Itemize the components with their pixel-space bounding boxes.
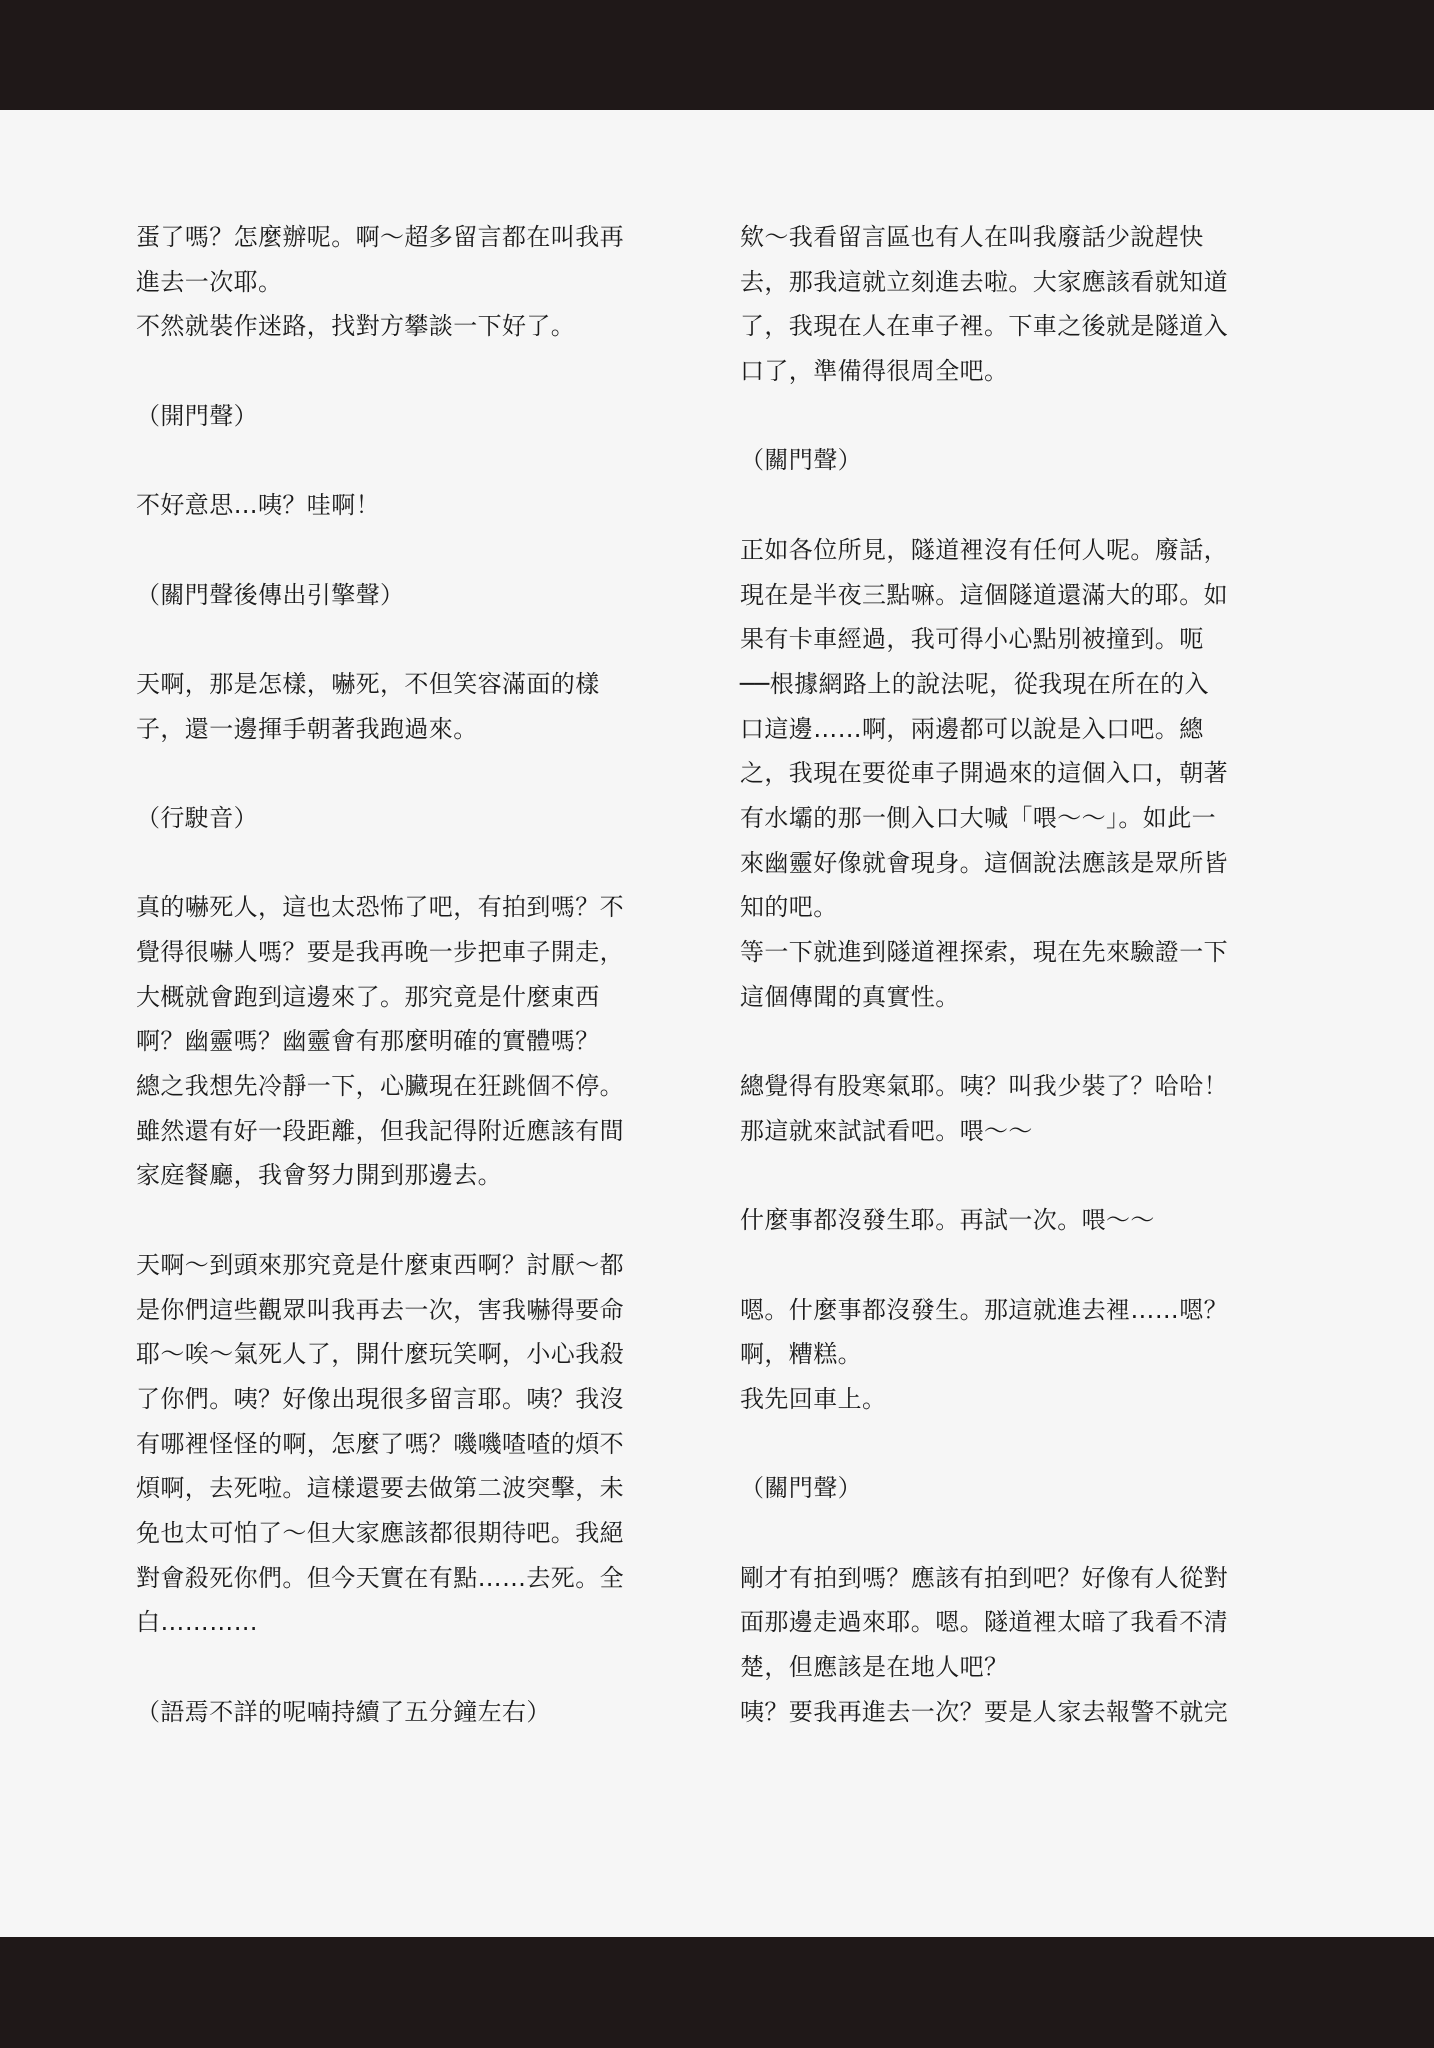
text-line: 啊，糟糕。	[740, 1340, 862, 1369]
text-line: 啊？幽靈嗎？幽靈會有那麼明確的實體嗎？	[136, 1027, 600, 1056]
text-line: 子，還一邊揮手朝著我跑過來。	[136, 714, 478, 743]
paragraph-gap	[740, 1153, 1260, 1198]
paragraph-gap	[136, 1198, 656, 1243]
paragraph-gap	[740, 483, 1260, 528]
text-line: 楚，但應該是在地人吧？	[740, 1653, 1009, 1681]
left-text-column	[136, 215, 656, 1734]
text-line: 了你們。咦？好像出現很多留言耶。咦？我沒	[136, 1384, 624, 1413]
text-line: 家庭餐廳，我會努力開到那邊去。	[136, 1161, 502, 1190]
text-line: 口了，準備得很周全吧。	[740, 357, 1009, 386]
text-line: 嗯。什麼事都沒發生。那這就進去裡……嗯？	[740, 1295, 1228, 1324]
text-line: 知的吧。	[740, 893, 838, 922]
text-line: 果有卡車經過，我可得小心點別被撞到。呃	[740, 625, 1204, 654]
text-line: （關門聲）	[740, 1474, 862, 1503]
text-line: 這個傳聞的真實性。	[740, 982, 960, 1011]
text-line: 進去一次耶。	[136, 267, 283, 296]
text-line: 剛才有拍到嗎？應該有拍到吧？好像有人從對	[740, 1563, 1228, 1592]
paragraph-gap	[136, 617, 656, 662]
text-line: （關門聲後傳出引擎聲）	[136, 580, 405, 609]
text-line: 真的嚇死人，這也太恐怖了吧，有拍到嗎？不	[136, 893, 624, 922]
text-line: （語焉不詳的呢喃持續了五分鐘左右）	[136, 1697, 551, 1726]
text-line: 咦？要我再進去一次？要是人家去報警不就完	[740, 1697, 1228, 1726]
text-line: 耶～唉～氣死人了，開什麼玩笑啊，小心我殺	[136, 1340, 624, 1369]
text-line: 之，我現在要從車子開過來的這個入口，朝著	[740, 759, 1228, 788]
right-text-column	[740, 215, 1260, 1734]
text-line: 不然就裝作迷路，找對方攀談一下好了。	[136, 312, 576, 341]
text-line: 我先回車上。	[740, 1384, 887, 1413]
text-line: 了，我現在人在車子裡。下車之後就是隧道入	[740, 312, 1228, 341]
text-line: 對會殺死你們。但今天實在有點……去死。全	[136, 1563, 624, 1592]
text-line: 免也太可怕了～但大家應該都很期待吧。我絕	[136, 1518, 624, 1547]
text-line: 天啊，那是怎樣，嚇死，不但笑容滿面的樣	[136, 669, 600, 698]
text-line: 總覺得有股寒氣耶。咦？叫我少裝了？哈哈！	[740, 1072, 1228, 1101]
text-line: 雖然還有好一段距離，但我記得附近應該有間	[136, 1116, 624, 1145]
text-line: 正如各位所見，隧道裡沒有任何人呢。廢話，	[740, 535, 1228, 564]
text-line: 煩啊，去死啦。這樣還要去做第二波突擊，未	[136, 1474, 624, 1503]
paragraph-gap	[740, 1019, 1260, 1064]
paragraph-gap	[740, 1511, 1260, 1556]
paragraph-gap	[136, 1645, 656, 1690]
text-line: 等一下就進到隧道裡探索，現在先來驗證一下	[740, 938, 1228, 966]
paragraph-gap	[136, 528, 656, 573]
bottom-bar	[0, 1937, 1434, 2048]
paragraph-gap	[136, 349, 656, 394]
text-line: 蛋了嗎？怎麼辦呢。啊～超多留言都在叫我再	[136, 223, 624, 251]
text-line: 什麼事都沒發生耶。再試一次。喂～～	[740, 1206, 1155, 1235]
text-line: 白…………	[136, 1608, 258, 1637]
paragraph-gap	[740, 1422, 1260, 1467]
text-line: 口這邊……啊，兩邊都可以說是入口吧。總	[740, 714, 1204, 743]
text-line: 現在是半夜三點嘛。這個隧道還滿大的耶。如	[740, 580, 1228, 609]
paragraph-gap	[136, 438, 656, 483]
text-line: 總之我想先冷靜一下，心臟現在狂跳個不停。	[136, 1072, 624, 1101]
paragraph-gap	[136, 751, 656, 796]
text-line: 去，那我這就立刻進去啦。大家應該看就知道	[740, 267, 1228, 296]
text-line: 覺得很嚇人嗎？要是我再晚一步把車子開走，	[136, 938, 624, 966]
text-line: （關門聲）	[740, 446, 862, 475]
text-line: 是你們這些觀眾叫我再去一次，害我嚇得要命	[136, 1295, 624, 1324]
text-line: ──根據網路上的說法呢，從我現在所在的入	[740, 669, 1209, 698]
text-line: 天啊～到頭來那究竟是什麼東西啊？討厭～都	[136, 1250, 624, 1279]
text-line: 大概就會跑到這邊來了。那究竟是什麼東西	[136, 982, 600, 1011]
text-line: 欸～我看留言區也有人在叫我廢話少說趕快	[740, 223, 1204, 251]
text-line: （行駛音）	[136, 803, 258, 832]
text-line: 有哪裡怪怪的啊，怎麼了嗎？嘰嘰喳喳的煩不	[136, 1429, 624, 1458]
text-line: 不好意思…咦？哇啊！	[136, 491, 380, 520]
text-line: 來幽靈好像就會現身。這個說法應該是眾所皆	[740, 848, 1228, 877]
paragraph-gap	[136, 841, 656, 886]
text-line: （開門聲）	[136, 401, 258, 430]
text-line: 面那邊走過來耶。嗯。隧道裡太暗了我看不清	[740, 1608, 1228, 1637]
text-line: 那這就來試試看吧。喂～～	[740, 1116, 1033, 1145]
paragraph-gap	[740, 1243, 1260, 1288]
paragraph-gap	[740, 394, 1260, 439]
top-bar	[0, 0, 1434, 110]
text-line: 有水壩的那一側入口大喊「喂～～」。如此一	[740, 803, 1216, 832]
